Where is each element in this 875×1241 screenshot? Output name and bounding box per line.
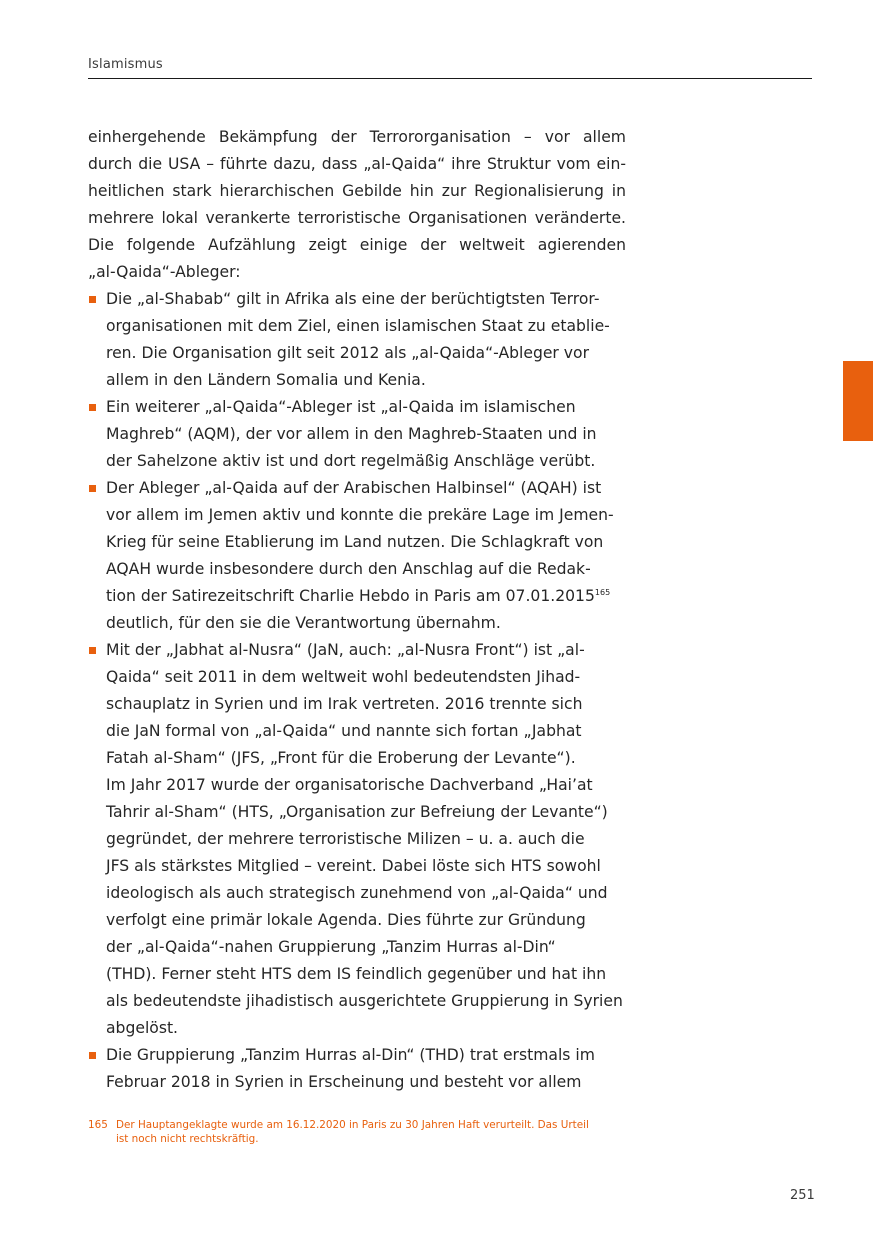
main-text (88, 124, 626, 1096)
list-item-line: JFS als stärkstes Mitglied – vereint. Dabei löste sich HTS sowohl (106, 857, 601, 875)
list-item-line: Maghreb“ (AQM), der vor allem in den Maghreb-Staaten und in (106, 425, 597, 443)
list-item-line: Februar 2018 in Syrien in Erscheinung und besteht vor allem (106, 1073, 582, 1091)
footnote (88, 1118, 633, 1146)
intro-line: heitlichen stark hierarchischen Gebilde hin zur Regionalisierung in (88, 182, 626, 200)
footnote-number: 165 (88, 1119, 108, 1131)
list-item-line: Die Gruppierung „Tanzim Hurras al-Din“ (THD) trat erstmals im (106, 1046, 595, 1064)
footnote-text (88, 1118, 633, 1146)
list-item-line: abgelöst. (106, 1019, 179, 1037)
list-item-line: schauplatz in Syrien und im Irak vertreten. 2016 trennte sich (106, 695, 583, 713)
running-header: Islamismus (88, 57, 163, 72)
bullet-square-icon (89, 1052, 96, 1059)
intro-line: Die folgende Aufzählung zeigt einige der weltweit agierenden (88, 236, 626, 254)
list-item-line: allem in den Ländern Somalia und Kenia. (106, 371, 426, 389)
page-number: 251 (790, 1188, 815, 1203)
list-item-line: Tahrir al-Sham“ (HTS, „Organisation zur Befreiung der Levante“) (106, 803, 608, 821)
footnote-line: ist noch nicht rechtskräftig. (116, 1133, 259, 1145)
list-item-line: Krieg für seine Etablierung im Land nutzen. Die Schlagkraft von (106, 533, 604, 551)
list-item-line: tion der Satirezeitschrift Charlie Hebdo in Paris am 07.01.2015 (106, 587, 595, 605)
list-item-line: Fatah al-Sham“ (JFS, „Front für die Eroberung der Levante“). (106, 749, 576, 767)
intro-line: mehrere lokal verankerte terroristische Organisationen veränderte. (88, 209, 626, 227)
header-rule (88, 78, 812, 79)
list-item-line: Qaida“ seit 2011 in dem weltweit wohl bedeutendsten Jihad- (106, 668, 581, 686)
chapter-tab-marker (843, 361, 873, 441)
list-item (88, 637, 626, 1042)
list-item (88, 475, 626, 637)
intro-line: einhergehende Bekämpfung der Terrororganisation – vor allem (88, 128, 626, 146)
list-item-line: Ein weiterer „al-Qaida“-Ableger ist „al-Qaida im islamischen (106, 398, 576, 416)
list-item-line: gegründet, der mehrere terroristische Milizen – u. a. auch die (106, 830, 585, 848)
intro-line: durch die USA – führte dazu, dass „al-Qaida“ ihre Struktur vom ein- (88, 155, 626, 173)
list-item-line: ren. Die Organisation gilt seit 2012 als „al-Qaida“-Ableger vor (106, 344, 589, 362)
footnote-line: Der Hauptangeklagte wurde am 16.12.2020 in Paris zu 30 Jahren Haft verurteilt. Das Urteil (116, 1119, 589, 1131)
list-item-line: AQAH wurde insbesondere durch den Anschlag auf die Redak- (106, 560, 591, 578)
list-item-line: Der Ableger „al-Qaida auf der Arabischen Halbinsel“ (AQAH) ist (106, 479, 602, 497)
list-item-line: Mit der „Jabhat al-Nusra“ (JaN, auch: „al-Nusra Front“) ist „al- (106, 641, 585, 659)
list-item-line: der Sahelzone aktiv ist und dort regelmäßig Anschläge verübt. (106, 452, 596, 470)
list-item-line: organisationen mit dem Ziel, einen islamischen Staat zu etablie- (106, 317, 610, 335)
list-item-line: der „al-Qaida“-nahen Gruppierung „Tanzim Hurras al-Din“ (106, 938, 556, 956)
list-item (88, 286, 626, 394)
bullet-square-icon (89, 647, 96, 654)
bullet-square-icon (89, 485, 96, 492)
list-item-line: Im Jahr 2017 wurde der organisatorische Dachverband „Hai’at (106, 776, 593, 794)
list-item-line: vor allem im Jemen aktiv und konnte die prekäre Lage im Jemen- (106, 506, 614, 524)
bullet-square-icon (89, 296, 96, 303)
bullet-square-icon (89, 404, 96, 411)
footnote-reference[interactable]: 165 (594, 588, 611, 597)
list-item-line: Die „al-Shabab“ gilt in Afrika als eine der berüchtigtsten Terror- (106, 290, 600, 308)
list-item (88, 1042, 626, 1096)
list-item-line: deutlich, für den sie die Verantwortung übernahm. (106, 614, 501, 632)
intro-line: „al-Qaida“-Ableger: (88, 263, 241, 281)
list-item-line: verfolgt eine primär lokale Agenda. Dies führte zur Gründung (106, 911, 586, 929)
list-item-line: ideologisch als auch strategisch zunehmend von „al-Qaida“ und (106, 884, 608, 902)
list-item-line: die JaN formal von „al-Qaida“ und nannte sich fortan „Jabhat (106, 722, 582, 740)
list-item-line: als bedeutendste jihadistisch ausgerichtete Gruppierung in Syrien (106, 992, 623, 1010)
list-item-line: (THD). Ferner steht HTS dem IS feindlich gegenüber und hat ihn (106, 965, 607, 983)
list-item (88, 394, 626, 475)
